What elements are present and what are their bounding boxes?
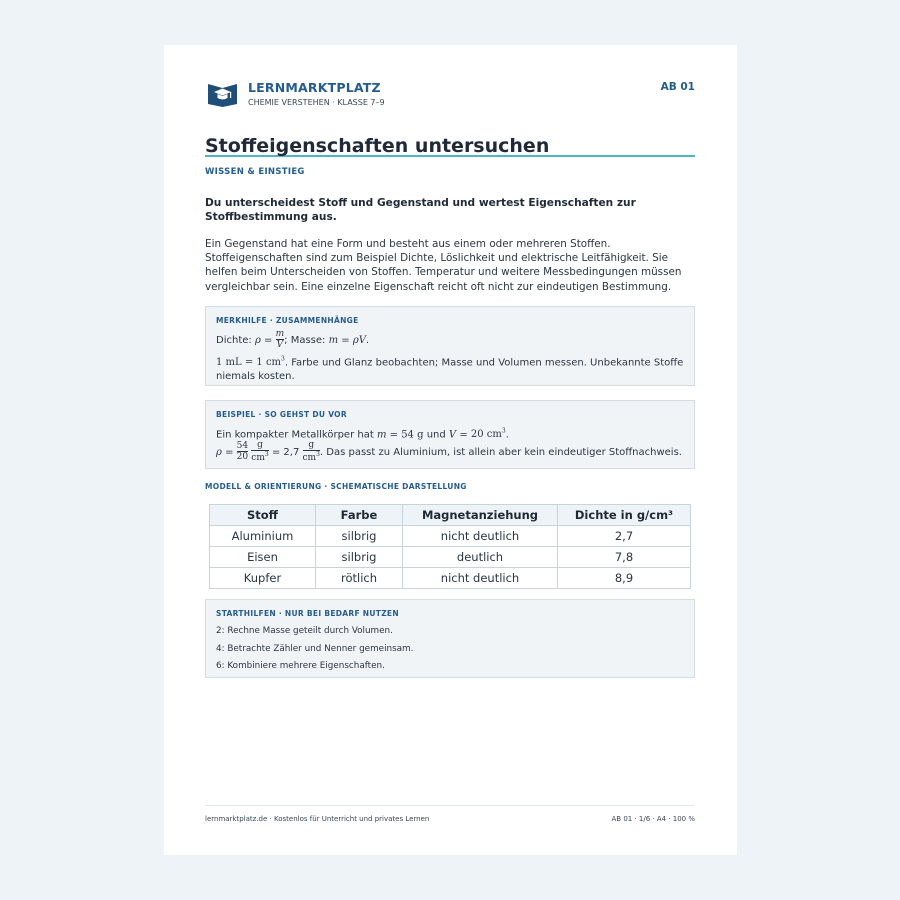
mass-label: ; Masse: — [284, 335, 326, 346]
table-row — [210, 568, 691, 589]
merkhilfe-box — [205, 306, 695, 386]
book-graduation-cap-icon — [207, 81, 238, 107]
footer-page-info: AB 01 · 1/6 · A4 · 100 % — [611, 815, 695, 823]
merkhilfe-heading: MERKHILFE · ZUSAMMENHÄNGE — [216, 316, 359, 325]
page-title: Stoffeigenschaften untersuchen — [205, 135, 550, 157]
page-header — [205, 79, 695, 129]
table-cell: 7,8 — [558, 547, 691, 568]
column-header: Stoff — [210, 505, 316, 526]
hint-item: 6: Kombiniere mehrere Eigenschaften. — [216, 661, 385, 671]
table-cell: nicht deutlich — [403, 526, 558, 547]
table-header-row — [210, 505, 691, 526]
substance-table — [209, 504, 691, 589]
density-label: Dichte: — [216, 335, 252, 346]
table-cell: Kupfer — [210, 568, 316, 589]
column-header: Farbe — [316, 505, 403, 526]
merkhilfe-notes: 1 mL = 1 $cm^3$. Farbe und Glanz beobachten; Masse und Volumen messen. Unbekannte Stoffe niemals kosten. — [216, 356, 684, 382]
column-header: Dichte in g/cm³ — [558, 505, 691, 526]
learning-goal: Du unterscheidest Stoff und Gegenstand und wertest Eigenschaften zur Stoffbestimmung aus. — [205, 197, 636, 223]
starthilfen-box — [205, 599, 695, 678]
table-cell: 8,9 — [558, 568, 691, 589]
column-header: Magnetanziehung — [403, 505, 558, 526]
footer-divider — [205, 805, 695, 806]
worksheet-page — [164, 45, 737, 855]
starthilfen-heading: STARTHILFEN · NUR BEI BEDARF NUTZEN — [216, 609, 399, 618]
density-formula: Dichte: ρ = $\frac{m}{V}$ ; Masse: m = ρV. — [216, 329, 370, 350]
brand-name: LERNMARKTPLATZ — [248, 80, 381, 95]
intro-paragraph: Ein Gegenstand hat eine Form und besteht aus einem oder mehreren Stoffen. Stoffeigenschaften sind zum Beispiel Dichte, Löslichkeit und elektrische Leitfähigkeit. Sie helfen beim Unterscheiden von Stoffen. Temperatur und weitere Messbedingungen müssen vergleichbar sein. Eine einzelne Eigenschaft reicht oft nicht zur eindeutigen Bestimmung. — [205, 238, 682, 293]
table-cell: silbrig — [316, 547, 403, 568]
example-and: und — [426, 429, 446, 441]
section-kicker: WISSEN & EINSTIEG — [205, 167, 305, 177]
table-row — [210, 526, 691, 547]
hint-item: 2: Rechne Masse geteilt durch Volumen. — [216, 626, 393, 636]
table-cell: deutlich — [403, 547, 558, 568]
example-given: Ein kompakter Metallkörper hat m = 54 g und V = 20 $cm^3$. — [216, 428, 509, 441]
table-cell: rötlich — [316, 568, 403, 589]
model-heading: MODELL & ORIENTIERUNG · SCHEMATISCHE DARSTELLUNG — [205, 482, 467, 491]
table-row — [210, 547, 691, 568]
merkhilfe-notes-text: . Farbe und Glanz beobachten; Masse und Volumen messen. Unbekannte Stoffe niemals kosten. — [216, 357, 684, 382]
table-cell: 2,7 — [558, 526, 691, 547]
example-conclusion: . Das passt zu Aluminium, ist allein aber kein eindeutiger Stoffnachweis. — [319, 447, 682, 458]
beispiel-box — [205, 400, 695, 469]
course-subtitle: CHEMIE VERSTEHEN · KLASSE 7–9 — [248, 98, 385, 107]
example-calculation: ρ = $\frac{54}{20}$ $\frac{g}{cm^3}$ = 2,7 $\frac{g}{cm^3}$ . Das passt zu Aluminium, ist allein aber kein eindeutiger Stoffnachweis. — [216, 440, 682, 463]
table-cell: Aluminium — [210, 526, 316, 547]
hint-item: 4: Betrachte Zähler und Nenner gemeinsam. — [216, 644, 414, 654]
table-cell: silbrig — [316, 526, 403, 547]
footer-site: lernmarktplatz.de · Kostenlos für Unterricht und privates Lernen — [205, 815, 430, 823]
table-cell: Eisen — [210, 547, 316, 568]
table-cell: nicht deutlich — [403, 568, 558, 589]
sheet-code: AB 01 — [660, 81, 695, 93]
beispiel-heading: BEISPIEL · SO GEHST DU VOR — [216, 410, 347, 419]
example-prefix: Ein kompakter Metallkörper hat — [216, 429, 374, 441]
